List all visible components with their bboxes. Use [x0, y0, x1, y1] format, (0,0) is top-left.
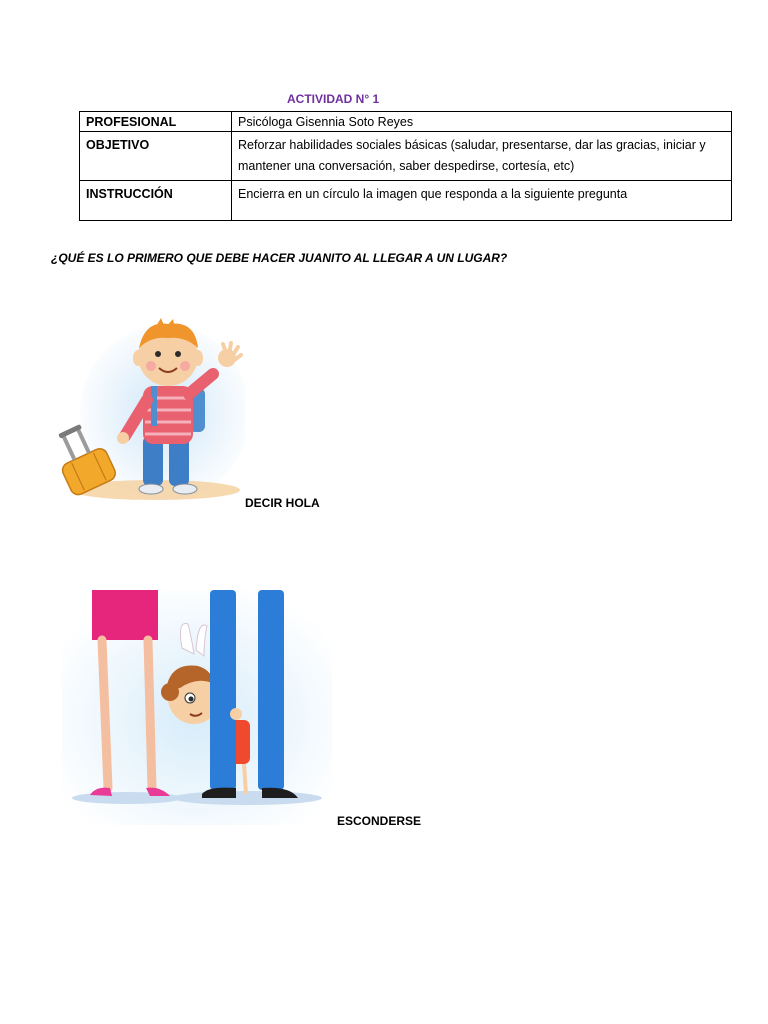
- boy-waving-image[interactable]: [55, 318, 245, 508]
- row-key-profesional: PROFESIONAL: [80, 112, 232, 132]
- option-label-esconderse: ESCONDERSE: [337, 814, 422, 828]
- row-value-instruccion: Encierra en un círculo la imagen que responda a la siguiente pregunta: [232, 181, 732, 221]
- child-hiding-image[interactable]: [62, 590, 332, 825]
- activity-title: ACTIVIDAD N° 1: [287, 92, 380, 106]
- info-table: [79, 111, 732, 221]
- table-row: [80, 181, 732, 221]
- row-key-objetivo: OBJETIVO: [80, 132, 232, 181]
- row-value-profesional: Psicóloga Gisennia Soto Reyes: [232, 112, 732, 132]
- row-value-objetivo: Reforzar habilidades sociales básicas (saludar, presentarse, dar las gracias, iniciar y mantener una conversación, saber despedirse, cortesía, etc): [232, 132, 732, 181]
- option-label-decir-hola: DECIR HOLA: [245, 496, 320, 510]
- table-row: [80, 112, 732, 132]
- row-key-instruccion: INSTRUCCIÓN: [80, 181, 232, 221]
- question-text: ¿QUÉ ES LO PRIMERO QUE DEBE HACER JUANITO AL LLEGAR A UN LUGAR?: [51, 251, 508, 265]
- table-row: [80, 132, 732, 181]
